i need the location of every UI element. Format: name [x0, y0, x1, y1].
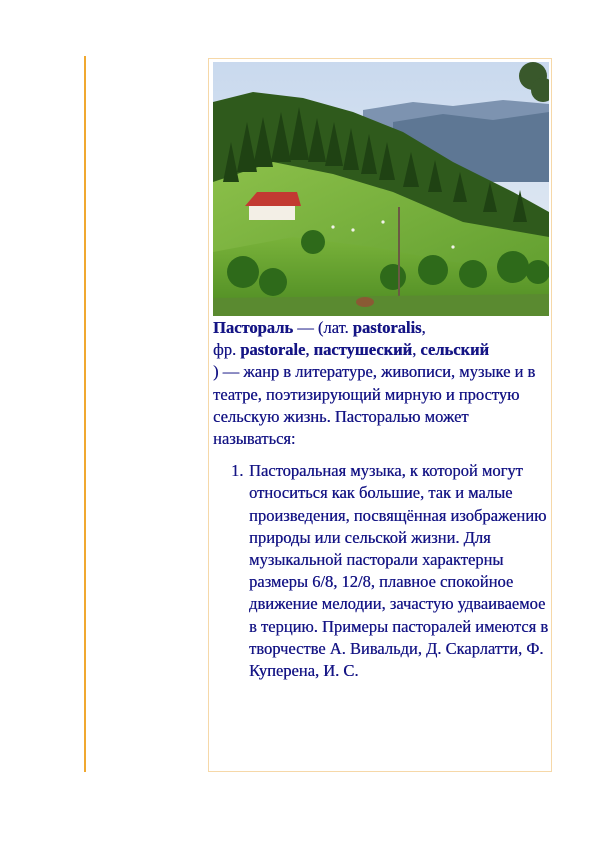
french-word[interactable]: pastorale	[240, 340, 306, 360]
content-panel	[208, 58, 552, 772]
pastoral-landscape-photo	[213, 62, 549, 316]
definition-body: ) — жанр в литературе, живописи, музыке и в театре, поэтизирующий мирную и простую сельскую жизнь. Пасторалью может называться:	[213, 362, 536, 449]
list-item-number: 1.	[231, 461, 244, 481]
list-item	[231, 460, 551, 682]
term-link[interactable]: Пастораль	[213, 318, 294, 337]
left-margin-rule	[84, 56, 86, 772]
list-item-text: Пасторальная музыка, к которой могут относиться как большие, так и малые произведения, посвящённая изображению природы или сельской жизни. Для музыкальной пасторали характерны размеры 6/8, 12/8, плавное спокойное движение мелодии, зачастую удваиваемое в терцию. Примеры пасторалей имеются в творчестве А. Вивальди, Д. Скарлатти, Ф. Куперена, И. С.	[249, 461, 549, 681]
genre-list	[213, 460, 551, 682]
article-text	[213, 317, 551, 682]
definition-paragraph: Пастораль — (лат. pastoralis, фр. pastorale, пастушеский, сельский ) — жанр в литературе, живописи, музыке и в театре, поэтизирующий мирную и простую сельскую жизнь. Пасторалью может называться:	[213, 318, 536, 449]
translation-shepherd[interactable]: пастушеский	[313, 340, 413, 360]
latin-word[interactable]: pastoralis	[352, 318, 422, 337]
translation-rural[interactable]: сельский	[420, 340, 489, 360]
